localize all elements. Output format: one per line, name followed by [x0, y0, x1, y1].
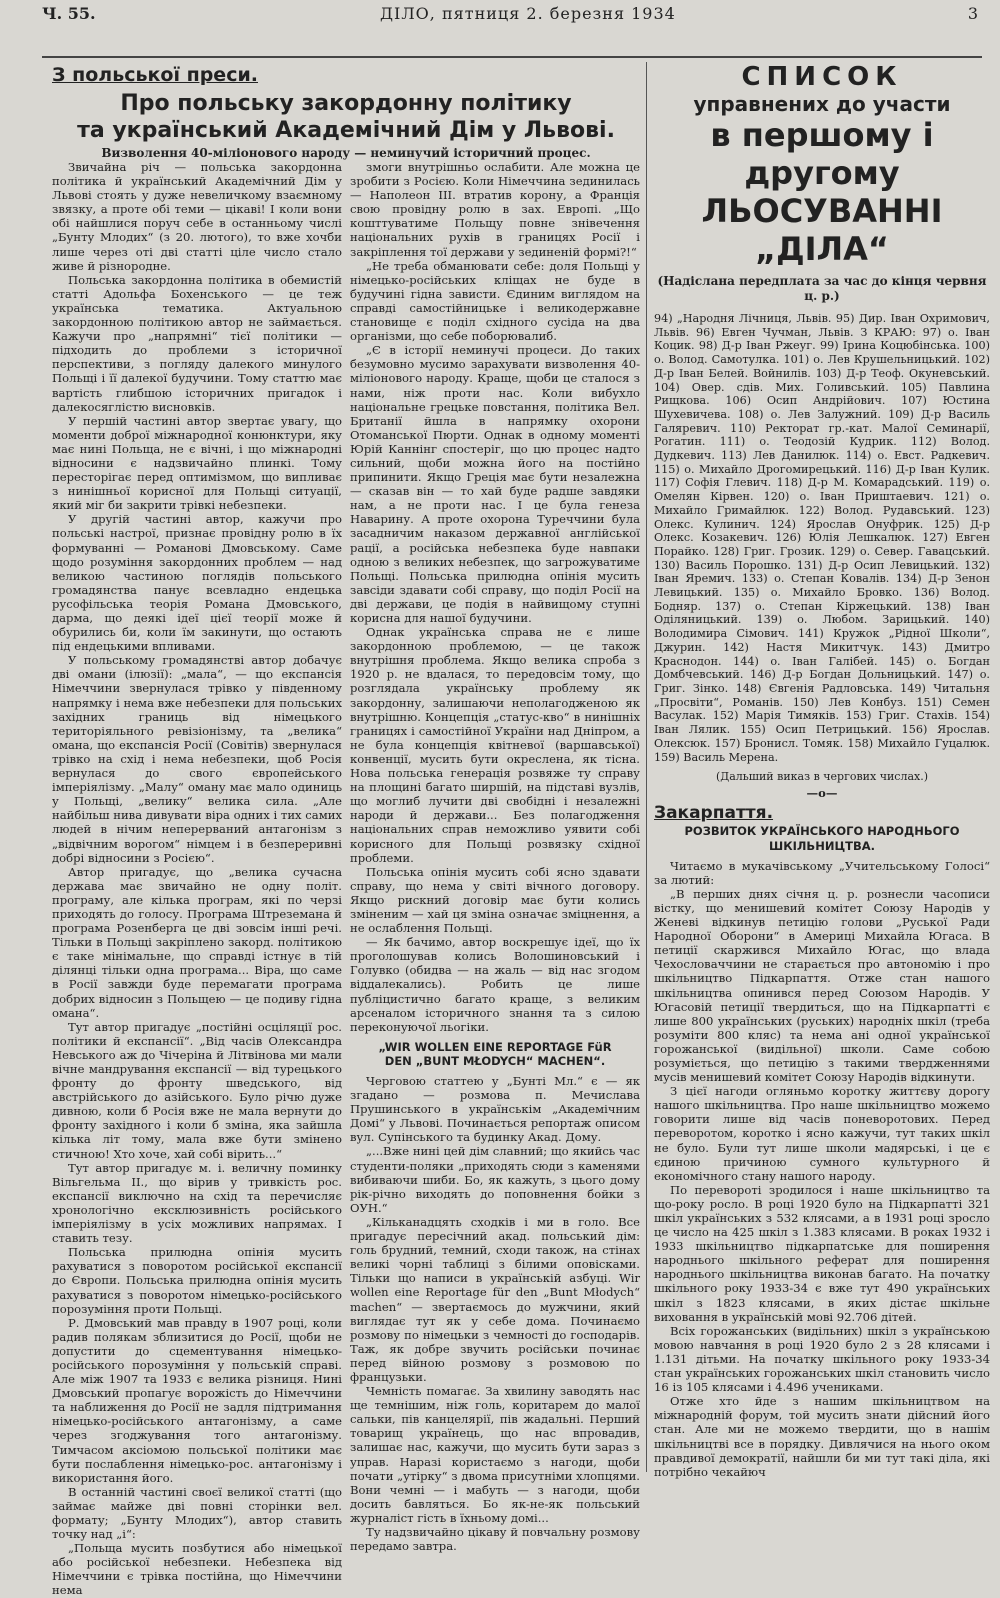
paragraph: Ту надзвичайно цікаву й повчальну розмову передамо завтра.: [350, 1525, 640, 1554]
page-marker: Ч. 55.: [42, 4, 96, 23]
list-continuation-note: (Дальший виказ в чергових числах.): [715, 770, 929, 784]
paragraph: Тут автор пригадує м. і. величну поминку Вільгельма II., що вірив у тривкість рос. експансії виключно на схід та перечисляє хронологічно ексклюзивність російського імперіялізму в усіх можливих напрямах. І ставить тезу.: [52, 1160, 342, 1246]
paragraph: „В перших днях січня ц. р. рознесли часописи вістку, що менишевий комітет Союзу Народів у Женеві відкинув петицію голови „Руської Ради Народної Оборони“ в Америці Михайла Югаса. В петиції скаржився Михайло Югас, що влада Чехословаччини не старається про автономію і про шкільництво Підкарпаття. Отже стан нашого шкільництва опинився перед Союзом Народів. У Югасовій петиції твердиться, що на Підкарпатті є лише 800 українських (руських) народніх шкіл (треба розуміти 800 кляс) та нема ані одної української горожанської (видільної) школи. Саме собою розуміється, що петицію з такими твердженнями мусів менишевий комітет Союзу Народів відкинути.: [654, 886, 990, 1085]
issue-date: пятниця 2. березня 1934: [441, 4, 676, 23]
german-subheading: [350, 1040, 640, 1068]
section-divider: —o—: [806, 786, 838, 801]
zakarpattia-heading: Закарпаття.: [654, 803, 774, 824]
list-title-line3: в першому і другому: [710, 116, 934, 192]
header-rule: [42, 56, 982, 58]
paragraph: Черговою статтею у „Бунті Мл.“ є — як згадано — розмова п. Мечислава Прушинського в українськім „Академічним Домі“ у Львові. Починається репортаж описом вул. Супінського та будинку Акад. Дому.: [350, 1074, 640, 1145]
paragraph: „Не треба обманювати себе: доля Польщі у німецько-російських кліщах не буде в будучині гідна зависти. Єдиним виглядом на справді самостійницьке і великодержавне становище є поділ східного сусіда на два організми, що себе поборювалиб.: [350, 258, 640, 344]
paragraph: У першій частині автор звертає увагу, що моменти доброї міжнародної конюнктури, яку має нині Польща, не є вічні, і що міжнародні відносини є надзвичайно плинкі. Тому пересторігає перед оптимізмом, що випливає з нинішньої корисної для Польщі ситуації, який міг би закрити трівкі небезпеки.: [52, 413, 342, 513]
newspaper-name: ДІЛО,: [380, 4, 436, 23]
masthead-line: [380, 4, 676, 23]
paragraph: В останній частині своєї великої статті (що займає майже дві повні сторінки вел. формату; „Бунту Млодих“), автор ставить точку над „і“:: [52, 1484, 342, 1542]
press-section-heading: З польської преси.: [52, 64, 258, 86]
paragraph: Однак українська справа не є лише закордонною проблемою, — це також внутрішня проблема. Якщо велика спроба з 1920 р. не вдалася, то передовсім тому, що розглядала українську проблему як закордонну, залишаючи неполагодженою як внутрішню. Концепція „статус-кво“ в нинішніх границях і самостійної України над Дніпром, а не була концепція квітневої (варшавської) конвенції, мусить бути окреслена, як тісна. Нова польська генерація розвяже ту справу на площині багато ширшій, на підставі вузлів, що моглиб лучити дві свобідні і незалежні народи й держави... Без полагодження національних справ неможливо уявити собі корисного для Польщі розвязку східної проблеми.: [350, 625, 640, 865]
paragraph: „Є в історії неминучі процеси. До таких безумовно мусимо зарахувати визволення 40-міліонового народу. Краще, щоби це сталося з нами, ніж проти нас. Коли вибухло національне грецьке повстання, політика Вел. Британії йшла в напрямку охорони Отоманської Пюрти. Однак в одному моменті Юрій Каннінг спостеріг, що цю процес надто сильний, щоби можна його на постійно припинити. Якщо Греція має бути незалежна — сказав він — то хай буде радше завдяки нам, а не проти нас. І це була генеза Наварину. А проте охорона Туреччини була засадничим наказом державної англійської рації, а російська небезпека буде навпаки одною з великих небезпек, що загрожуватиме Польщі. Польська прилюдна опінія мусить завсіди здавати собі справу, що поділ Росії на дві держави, це подія в найвищому ступні корисна для нашої будучини.: [350, 343, 640, 625]
columns-area: [42, 62, 990, 1598]
page-number: 3: [967, 4, 978, 23]
paragraph: Польська опінія мусить собі ясно здавати справу, що нема у світі вічного договору. Якщо рискний договір має бути колись зміненим — хай ця зміна означає зміцнення, а не ослаблення Польщі.: [350, 864, 640, 936]
paragraph: — Як бачимо, автор воскрешує ідеї, що їх проголошував колись Волошиновський і Голувко (обидва — на жаль — від нас згодом віддалекались). Робить це лише публіцистично багато краще, з великим арсеналом історичного знання та з силою переконуючої льогіки.: [350, 935, 640, 1034]
paragraph: „...Вже нині цей дім славний; що якийсь час студенти-поляки „приходять сюди з каменями вибиваючи шиби. Бо, як кажуть, з цього дому рік-річно виходять до поповнення бойки з ОУН.“: [350, 1144, 640, 1215]
paragraph: змоги внутрішньо ослабити. Але можна це зробити з Росією. Коли Німеччина зединилась — Наполеон III. втратив корону, а Франція свою провідну ролю в заx. Европі. „Що кошттуватиме Польщу повне знівечення національних рухів в границях Росії і закріплення тої держави у зединеній формі?!“: [350, 160, 640, 259]
paragraph: Польська закордонна політика в обемистій статті Адольфа Бохенського — це теж українська тематика. Актуальною закордонною політикою автор не займається. Кажучи про „напрямні“ тієї політики — підходить до проблеми з історичної перспективи, з погляду далекого минулого Польщі і її далекої будучини. Тому статтю має вартість глибшою історичних пригадок і далекосяглістю висновків.: [52, 272, 342, 414]
lottery-list-title: [654, 62, 990, 304]
paragraph: Автор пригадує, що „велика сучасна держава має звичайно не одну політ. програму, але кілька програм, які по черзі приходять до голосу. Програма Штреземана й програма Розенберга це дві зовсім інші речі. Тільки в Польщі закріплено закорд. політикою є таке мінімальне, що справді істнує в тій ділянці тільки одна програма... Віра, що саме в Росії завжди буде перемагати програма добрих відносин з Польщею — це подиву гідна омана“.: [52, 864, 342, 1020]
paragraph: Р. Дмовський мав правду в 1907 році, коли радив полякам зблизитися до Росії, щоби не допустити до сцементування німецько-російського порозуміння у польській справі. Але між 1907 та 1933 є велика різниця. Нині Дмовський пропагує ворожість до Німеччини та наближення до Росії не задля підтримання німецько-російського антагонізму, а саме через згоджування того антагонізму. Тимчасом аксіомою польської політики має бути послаблення німецько-рос. антагонізму і використання його.: [52, 1315, 342, 1485]
paragraph: У другій частині автор, кажучи про польські настрої, признає провідну ролю в їх формуванні — Романові Дмовському. Саме щодо розуміння закордонних проблем — над великою частиною поглядів польського громадянства панує всевладно ендецька русофільська теорія Романа Дмовського, дарма, що деякі ідеї цієї теорії може й обурились би, коли їм закинути, що остають під ендецькими впливами.: [52, 512, 342, 654]
article-column-2: [350, 160, 640, 1553]
zakarpattia-subheading-line1: РОЗВИТОК УКРАЇНСЬКОГО НАРОДНЬОГО: [684, 824, 960, 839]
column-divider: [646, 62, 647, 1472]
list-title-line4: ЛЬОСУВАННІ „ДІЛА“: [701, 192, 943, 268]
paragraph: З цієї нагоди огляньмо коротку життєву дорогу нашого шкільництва. Про наше шкільництво можемо говорити лише від часів поневоротових. Перед переворотом, коротко і ясно кажучи, тут таких шкіл не було. Були тут лише школи мадярські, і це є єдиною причиною сумного культурного й економічного стану нашого народу.: [654, 1084, 990, 1183]
paragraph: „Кільканадцять сходків і ми в голо. Все пригадує пересічний акад. польський дім: голь брудний, темний, сходи також, на стінах великі чорні таблиці з білими оповісками. Тільки що написи в українській азбуці. Wir wollen eine Reportage für den „Bunt Młodych“ machen“ — звертаємось до мужчини, який виглядає тут як у себе дома. Починаємо розмову по німецьки з чемності до господарів. Таж, як добре звучить російськи починає перед війною розмову з розмовою по французьки.: [350, 1214, 640, 1384]
paragraph: Всіх горожанських (видільних) шкіл з українською мовою навчання в році 1920 було 2 з 28 клясами і 1.131 дітьми. На початку шкільного року 1933-34 стан українських горожанських шкіл становить число 16 із 105 клясами і 4.496 учениками.: [654, 1323, 990, 1395]
article-title-line1: Про польську закордонну політику: [120, 91, 572, 116]
paragraph: Читаємо в мукачівському „Учительському Голосі“ за лютий:: [654, 858, 990, 887]
paragraph: По перевороті зродилося і наше шкільництво та що-року росло. В році 1920 було на Підкарпатті 321 шкіл українських з 532 клясами, а в 1931 році зросло це число на 425 шкіл з 1.383 клясами. В роках 1932 і 1933 шкільництво підкарпатське для поширення народнього шкільного реферат для поширення народнього шкільництва виконав багато. На початку шкільного року 1933-34 є вже тут 490 українських шкіл з 1823 клясами, в яких дістає шкільне виховання в українській мові 92.706 дітей.: [654, 1182, 990, 1324]
paragraph: Тут автор пригадує „постійні осціляції рос. політики й експансії“. „Від часів Олександра Невського аж до Чічеріна й Літвінова ми мали вічне мандрування експансії — від турецького фронту до фронту шведського, від австрійського до азійського. Було річю дуже дивною, коли б Росія вже не мала вернути до фронту західного і коли б зміна, яка зайшла кілька літ тому, мала вже бути змінено стичною! Хто хоче, хай собі вірить...“: [52, 1019, 342, 1161]
paragraph: Звичайна річ — польська закордонна політика й український Академічний Дім у Львові стоять у дуже невеличкому взаємному звязку, а проте обі теми — цікаві! І коли вони обі найшлися поруч себе в останньому числі „Бунту Млодих“ (з 20. лютого), то вже хочби лише через оті дві статті ціле число стало живе й різнородне.: [52, 160, 342, 273]
article-title: [52, 90, 640, 144]
paragraph: „Польща мусить позбутися або німецької або російської небезпеки. Небезпека від Німеччини є трівка постійна, що Німеччини нема: [52, 1541, 342, 1598]
paragraph: У польському громадянстві автор добачує дві омани (ілюзії): „мала“, — що експансія Німеччини звернулася трівко у південному напрямку і нема вже небезпеки для польських західних границь від німецького територіяльного ревізіонізму, та „велика“ омана, що експансія Росії (Совітів) звернулася трівко на схід і нема небезпеки, щоб Росія вернулася до свого європейського імперіялізму. „Малу“ оману має мало одиниць у Польщі, „велику“ велика сила. „Але найбільш нива дивувати віра одних і тих самих людей в нічим неперерваний антагонізм з „відвічним ворогом“ німцем і в безпереривні добрі відносини з Росією“.: [52, 653, 342, 865]
list-subtitle: (Надіслана передплата за час до кінця червня ц. р.): [657, 274, 987, 303]
list-title-line1: СПИСОК: [741, 62, 903, 92]
zakarpattia-subheading: [654, 824, 990, 852]
zakarpattia-subheading-line2: ШКІЛЬНИЦТВА.: [769, 838, 875, 853]
lottery-list-body: 94) „Народня Лічниця, Львів. 95) Дир. Іван Охримович, Львів. 96) Евген Чучман, Львів. З КРАЮ: 97) о. Іван Коцик. 98) Д-р Іван Ржеуг. 99) Ірина Коцюбінська. 100) о. Волод. Самотулка. 101) о. Лев Крушельницький. 102) Д-р Іван Белей. Войнилів. 103) Д-р Теоф. Окуневський. 104) Овер. сдів. Мих. Голивський. 105) Павлина Рищкова. 106) Осип Андрійович. 107) Юстина Шухевичева. 108) о. Лев Залужний. 109) Д-р Василь Галяревич. 110) Ректорат гр.-кат. Малої Семинарії, Рогатин. 111) о. Теодозій Кудрик. 112) Волод. Дудкевич. 113) Лев Данилюк. 114) о. Евст. Радкевич. 115) о. Михайло Дрогомирецький. 116) Д-р Іван Кулик. 117) Софія Глевич. 118) Д-р М. Комарадський. 119) о. Омелян Кірвен. 120) о. Іван Приштаевич. 121) о. Михайло Гримайлюк. 122) Волод. Рудавський. 123) Олекс. Кулинич. 124) Ярослав Онуфрик. 125) Д-р Олекс. Козакевич. 126) Юлія Лешкалюк. 127) Евген Порайко. 128) Григ. Грозик. 129) о. Север. Гавацський. 130) Василь Порошко. 131) Д-р Осип Левицький. 132) Іван Яремич. 133) о. Степан Ковалів. 134) Д-р Зенон Левицький. 135) о. Михайло Бровко. 136) Волод. Бодняр. 137) о. Степан Кіржецький. 138) Іван Оділяницький. 139) о. Любом. Зарицький. 140) Володимира Сімович. 141) Кружок „Рідної Школи“, Джурин. 142) Настя Микитчук. 143) Дмитро Краснодон. 144) о. Іван Галібей. 145) о. Богдан Домбчевський. 146) Д-р Богдан Дольницький. 147) о. Григ. Зінко. 148) Євгенія Радловська. 149) Читальня „Просвіти“, Романів. 150) Лев Конбуз. 151) Семен Васулак. 152) Марія Тимяків. 153) Григ. Стахів. 154) Іван Лялик. 155) Осип Петрицький. 156) Ярослав. Олексюк. 157) Бронисл. Томяк. 158) Михайло Гуцалюк. 159) Василь Мерена.: [654, 312, 990, 764]
article-subtitle: Визволення 40-міліонового народу — неминучий історичний процес.: [101, 146, 591, 160]
article-title-line2: та український Академічний Дім у Львові.: [77, 118, 615, 143]
article-column-1: [52, 160, 342, 1598]
german-subheading-line1: „WIR WOLLEN EINE REPORTAGE FüR: [378, 1039, 612, 1054]
paragraph: Чемність помагає. За хвилину заводять нас ще темнішим, ніж голь, коритарем до малої сальки, пів канцелярії, пів жадальні. Перший товарищ українець, що нас впровадив, залишає нас, кажучи, що мусить бути зараз з управ. Наразі користаємо з нагоди, щоби почати „утірку“ з двома присутніми хлопцями. Вони чемні — і мабуть — з нагоди, щоби досить бавляться. Бо як-не-як польський журналіст гість в їхньому домі...: [350, 1384, 640, 1525]
paragraph: Польська прилюдна опінія мусить рахуватися з поворотом російської експансії до Європи. Польська прилюдна опінія мусить рахуватися з поворотом німецько-російського порозуміння проти Польщі.: [52, 1245, 342, 1316]
right-column: [654, 62, 990, 1479]
german-subheading-line2: DEN „BUNT MŁODYCH“ MACHEN“.: [384, 1053, 606, 1068]
list-title-line2: управнених до участи: [693, 92, 951, 116]
paragraph: Отже хто йде з нашим шкільництвом на міжнародній форум, той мусить знати дійсний його стан. Але ми не можемо твердити, що в нашім шкільництві все в порядку. Дивлячися на нього оком правдивої демократії, найшли би ми тут такі діла, які потрібно чекайюч: [654, 1394, 990, 1479]
